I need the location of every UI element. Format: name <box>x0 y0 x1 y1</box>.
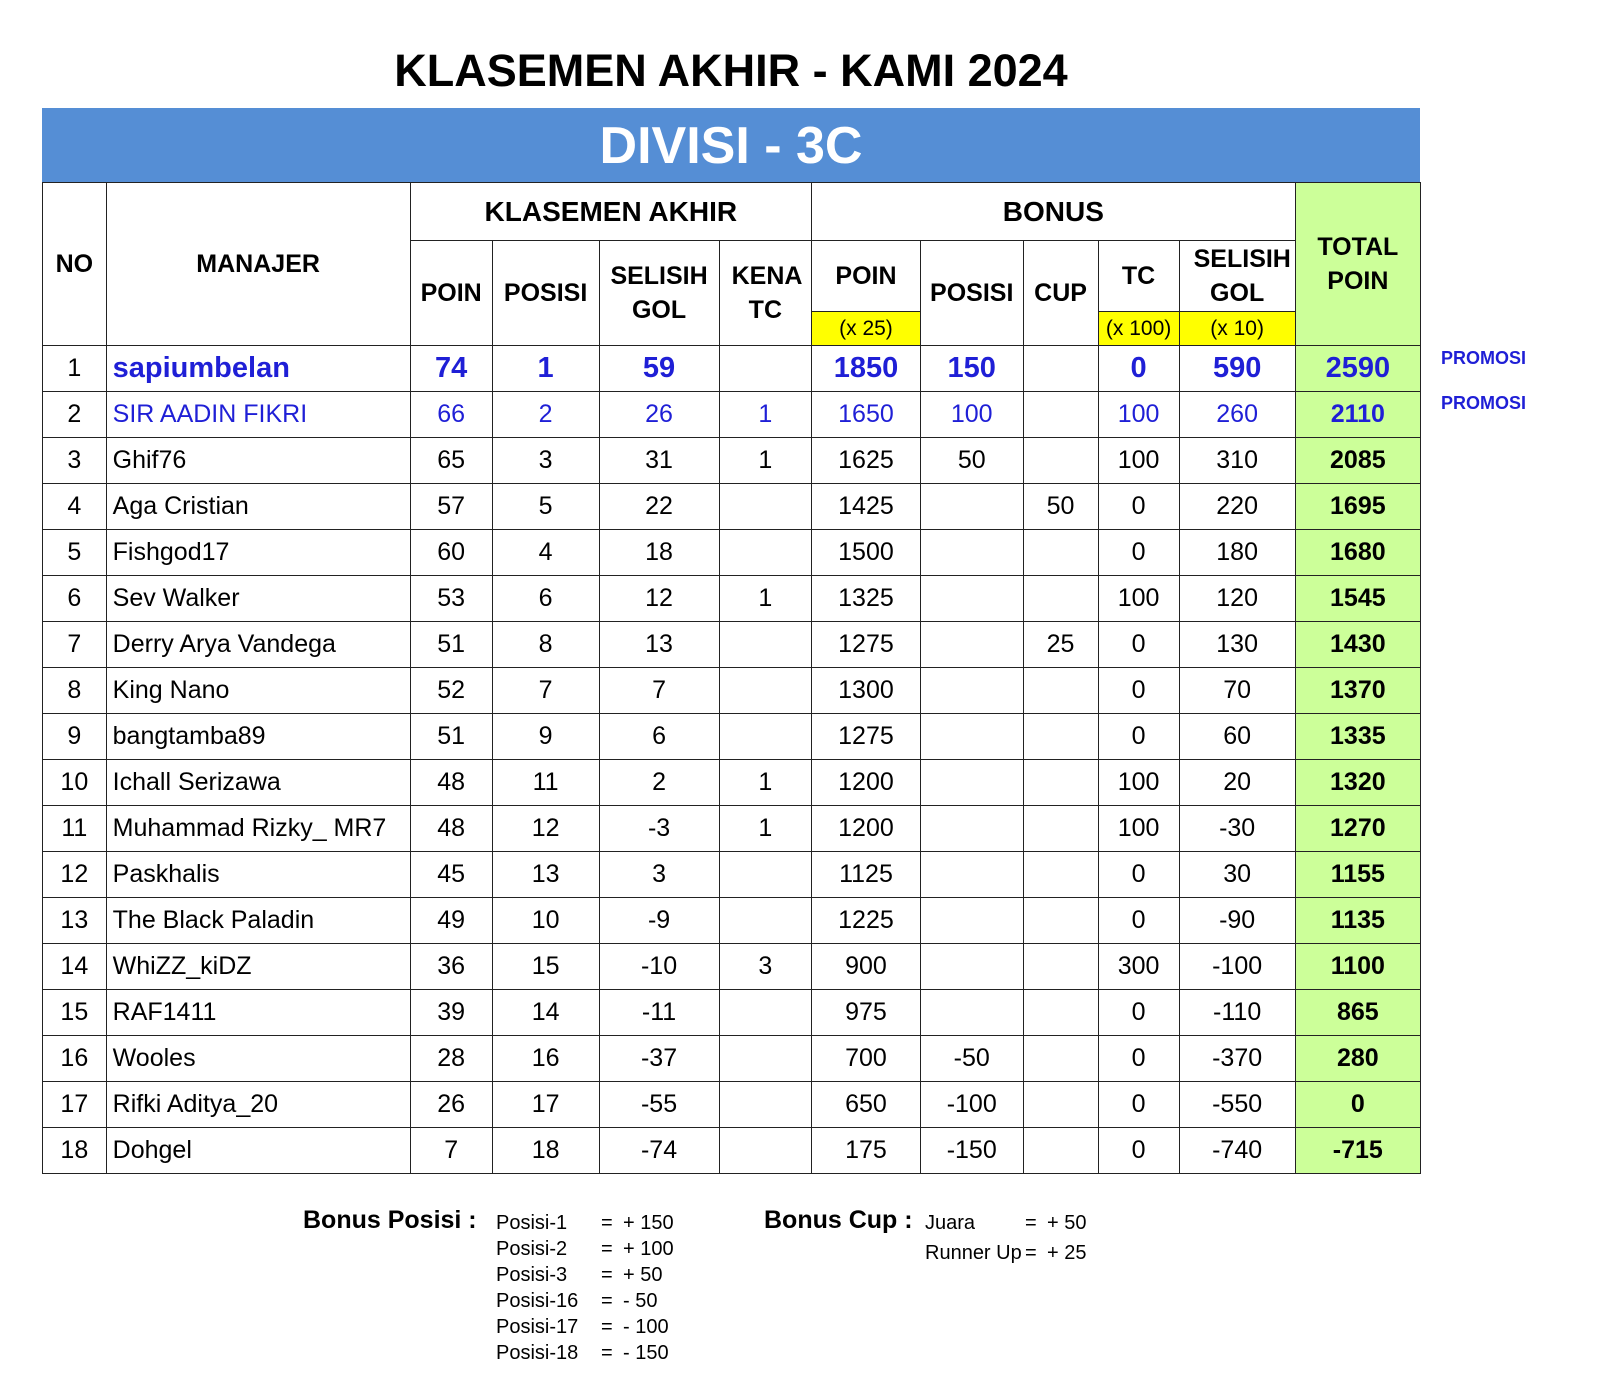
bonus-rule-value: + 50 <box>1047 1212 1087 1234</box>
cell-selisih-gol: 18 <box>599 530 719 576</box>
cell-bonus-poin: 900 <box>812 944 921 990</box>
cell-kena-tc: 1 <box>719 760 811 806</box>
bonus-rule-equals: = <box>601 1264 613 1286</box>
cell-no: 14 <box>43 944 107 990</box>
cell-bonus-posisi: 50 <box>920 438 1023 484</box>
header-total-poin: TOTAL POIN <box>1295 183 1420 346</box>
bonus-rule-label: Posisi-18 <box>496 1342 579 1364</box>
multiplier-poin: (x 25) <box>812 312 921 346</box>
cell-no: 16 <box>43 1036 107 1082</box>
cell-bonus-poin: 1850 <box>812 346 921 392</box>
cell-bonus-tc: 0 <box>1098 346 1179 392</box>
cell-manajer: Sev Walker <box>106 576 410 622</box>
table-row <box>43 806 1421 852</box>
cell-total-poin: 1155 <box>1295 852 1420 898</box>
cell-bonus-posisi <box>920 530 1023 576</box>
cell-bonus-cup <box>1023 944 1098 990</box>
table-row <box>43 346 1421 392</box>
cell-bonus-posisi <box>920 714 1023 760</box>
page-title: KLASEMEN AKHIR - KAMI 2024 <box>394 45 1068 96</box>
cell-selisih-gol: -9 <box>599 898 719 944</box>
cell-kena-tc: 1 <box>719 438 811 484</box>
table-row <box>43 944 1421 990</box>
cell-poin: 60 <box>410 530 492 576</box>
bonus-rule-value: + 100 <box>623 1238 674 1260</box>
table-row <box>43 668 1421 714</box>
cell-bonus-cup <box>1023 1036 1098 1082</box>
cell-manajer: Aga Cristian <box>106 484 410 530</box>
bonus-rule-equals: = <box>1025 1212 1037 1234</box>
bonus-rule-label: Posisi-3 <box>496 1264 568 1286</box>
cell-bonus-posisi: -100 <box>920 1082 1023 1128</box>
cell-bonus-tc: 0 <box>1098 898 1179 944</box>
cell-bonus-cup <box>1023 852 1098 898</box>
cell-poin: 51 <box>410 622 492 668</box>
bonus-rule <box>496 1262 674 1288</box>
cell-kena-tc <box>719 898 811 944</box>
table-row <box>43 898 1421 944</box>
bonus-rule-equals: = <box>601 1238 613 1260</box>
bonus-posisi-title: Bonus Posisi : <box>303 1206 477 1234</box>
cell-kena-tc: 1 <box>719 392 811 438</box>
cell-selisih-gol: 31 <box>599 438 719 484</box>
cell-kena-tc <box>719 622 811 668</box>
bonus-rule-label: Posisi-16 <box>496 1290 579 1312</box>
cell-no: 9 <box>43 714 107 760</box>
cell-manajer: Wooles <box>106 1036 410 1082</box>
table-row <box>43 576 1421 622</box>
cell-poin: 66 <box>410 392 492 438</box>
cell-bonus-poin: 1275 <box>812 714 921 760</box>
cell-bonus-posisi <box>920 944 1023 990</box>
cell-no: 3 <box>43 438 107 484</box>
cell-posisi: 16 <box>492 1036 599 1082</box>
cell-bonus-tc: 0 <box>1098 622 1179 668</box>
cell-total-poin: 1320 <box>1295 760 1420 806</box>
cell-bonus-posisi: 100 <box>920 392 1023 438</box>
cell-posisi: 6 <box>492 576 599 622</box>
bonus-rule-value: - 100 <box>623 1316 669 1338</box>
cell-bonus-tc: 300 <box>1098 944 1179 990</box>
cell-manajer: SIR AADIN FIKRI <box>106 392 410 438</box>
bonus-rule-label: Posisi-17 <box>496 1316 579 1338</box>
cell-bonus-selisih-gol: -30 <box>1179 806 1295 852</box>
cell-selisih-gol: -10 <box>599 944 719 990</box>
header-no: NO <box>43 183 107 346</box>
cell-selisih-gol: -55 <box>599 1082 719 1128</box>
cell-selisih-gol: 59 <box>599 346 719 392</box>
cell-bonus-selisih-gol: 30 <box>1179 852 1295 898</box>
cell-bonus-selisih-gol: -370 <box>1179 1036 1295 1082</box>
cell-manajer: Rifki Aditya_20 <box>106 1082 410 1128</box>
cell-manajer: Dohgel <box>106 1128 410 1174</box>
cell-total-poin: 1430 <box>1295 622 1420 668</box>
cell-selisih-gol: -3 <box>599 806 719 852</box>
table-row <box>43 990 1421 1036</box>
bonus-rule-label: Runner Up <box>925 1242 1022 1264</box>
cell-posisi: 14 <box>492 990 599 1036</box>
cell-manajer: Ichall Serizawa <box>106 760 410 806</box>
table-row <box>43 530 1421 576</box>
cell-kena-tc <box>719 990 811 1036</box>
cell-kena-tc: 3 <box>719 944 811 990</box>
cell-total-poin: 1270 <box>1295 806 1420 852</box>
header-bonus-cup: CUP <box>1023 241 1098 346</box>
cell-posisi: 9 <box>492 714 599 760</box>
cell-manajer: Fishgod17 <box>106 530 410 576</box>
cell-no: 18 <box>43 1128 107 1174</box>
standings-table <box>42 182 1421 1174</box>
cell-poin: 36 <box>410 944 492 990</box>
cell-bonus-poin: 650 <box>812 1082 921 1128</box>
cell-kena-tc: 1 <box>719 806 811 852</box>
cell-bonus-selisih-gol: 70 <box>1179 668 1295 714</box>
header-klasemen-akhir: KLASEMEN AKHIR <box>410 183 811 241</box>
table-row <box>43 1036 1421 1082</box>
cell-posisi: 3 <box>492 438 599 484</box>
cell-no: 5 <box>43 530 107 576</box>
bonus-rule-value: - 50 <box>623 1290 658 1312</box>
cell-bonus-posisi <box>920 898 1023 944</box>
cell-total-poin: 1695 <box>1295 484 1420 530</box>
cell-bonus-cup: 50 <box>1023 484 1098 530</box>
cell-selisih-gol: 7 <box>599 668 719 714</box>
cell-bonus-tc: 0 <box>1098 1036 1179 1082</box>
cell-no: 6 <box>43 576 107 622</box>
bonus-rule-label: Juara <box>925 1212 976 1234</box>
cell-bonus-posisi: 150 <box>920 346 1023 392</box>
header-posisi: POSISI <box>492 241 599 346</box>
cell-bonus-poin: 1650 <box>812 392 921 438</box>
cell-bonus-selisih-gol: -550 <box>1179 1082 1295 1128</box>
header-manajer: MANAJER <box>106 183 410 346</box>
cell-total-poin: 1335 <box>1295 714 1420 760</box>
cell-bonus-selisih-gol: -110 <box>1179 990 1295 1036</box>
cell-posisi: 12 <box>492 806 599 852</box>
cell-poin: 7 <box>410 1128 492 1174</box>
multiplier-selisih-gol: (x 10) <box>1179 312 1295 346</box>
header-kena-tc: KENA TC <box>719 241 811 346</box>
multiplier-tc: (x 100) <box>1098 312 1179 346</box>
cell-bonus-poin: 700 <box>812 1036 921 1082</box>
header-selisih-gol: SELISIH GOL <box>599 241 719 346</box>
cell-manajer: sapiumbelan <box>106 346 410 392</box>
cell-posisi: 17 <box>492 1082 599 1128</box>
cell-manajer: Paskhalis <box>106 852 410 898</box>
cell-selisih-gol: -37 <box>599 1036 719 1082</box>
cell-bonus-tc: 100 <box>1098 392 1179 438</box>
cell-bonus-selisih-gol: 310 <box>1179 438 1295 484</box>
cell-bonus-posisi <box>920 990 1023 1036</box>
cell-bonus-poin: 1200 <box>812 806 921 852</box>
cell-bonus-posisi <box>920 484 1023 530</box>
cell-bonus-poin: 1425 <box>812 484 921 530</box>
cell-bonus-poin: 1275 <box>812 622 921 668</box>
table-row <box>43 1128 1421 1174</box>
cell-bonus-selisih-gol: -90 <box>1179 898 1295 944</box>
cell-bonus-cup <box>1023 668 1098 714</box>
cell-bonus-poin: 975 <box>812 990 921 1036</box>
cell-bonus-tc: 0 <box>1098 990 1179 1036</box>
cell-manajer: WhiZZ_kiDZ <box>106 944 410 990</box>
cell-poin: 53 <box>410 576 492 622</box>
bonus-rule <box>496 1210 674 1236</box>
cell-total-poin: 280 <box>1295 1036 1420 1082</box>
cell-bonus-selisih-gol: 130 <box>1179 622 1295 668</box>
bonus-posisi-list <box>496 1210 674 1366</box>
bonus-rule-label: Posisi-1 <box>496 1212 568 1234</box>
cell-posisi: 18 <box>492 1128 599 1174</box>
cell-selisih-gol: 2 <box>599 760 719 806</box>
cell-poin: 48 <box>410 760 492 806</box>
bonus-rule <box>925 1210 1086 1240</box>
table-row <box>43 484 1421 530</box>
cell-poin: 48 <box>410 806 492 852</box>
bonus-rule <box>496 1236 674 1262</box>
cell-bonus-poin: 1625 <box>812 438 921 484</box>
cell-bonus-tc: 0 <box>1098 1082 1179 1128</box>
bonus-rule <box>496 1288 674 1314</box>
bonus-rule-equals: = <box>601 1342 613 1364</box>
cell-total-poin: -715 <box>1295 1128 1420 1174</box>
cell-bonus-selisih-gol: -740 <box>1179 1128 1295 1174</box>
cell-manajer: Ghif76 <box>106 438 410 484</box>
cell-bonus-selisih-gol: 220 <box>1179 484 1295 530</box>
cell-bonus-tc: 0 <box>1098 852 1179 898</box>
cell-kena-tc: 1 <box>719 576 811 622</box>
bonus-rule-value: + 150 <box>623 1212 674 1234</box>
cell-manajer: King Nano <box>106 668 410 714</box>
bonus-rule-label: Posisi-2 <box>496 1238 568 1260</box>
bonus-rule-equals: = <box>601 1212 613 1234</box>
promotion-label: PROMOSI <box>1441 348 1527 368</box>
cell-bonus-cup <box>1023 1082 1098 1128</box>
cell-total-poin: 0 <box>1295 1082 1420 1128</box>
cell-manajer: RAF1411 <box>106 990 410 1036</box>
cell-poin: 65 <box>410 438 492 484</box>
cell-poin: 49 <box>410 898 492 944</box>
cell-no: 7 <box>43 622 107 668</box>
cell-kena-tc <box>719 346 811 392</box>
cell-bonus-cup <box>1023 576 1098 622</box>
cell-posisi: 2 <box>492 392 599 438</box>
table-row <box>43 1082 1421 1128</box>
cell-bonus-selisih-gol: 60 <box>1179 714 1295 760</box>
table-row <box>43 852 1421 898</box>
cell-manajer: Derry Arya Vandega <box>106 622 410 668</box>
cell-bonus-cup <box>1023 530 1098 576</box>
cell-bonus-tc: 100 <box>1098 576 1179 622</box>
cell-bonus-cup <box>1023 714 1098 760</box>
cell-total-poin: 865 <box>1295 990 1420 1036</box>
cell-bonus-tc: 100 <box>1098 806 1179 852</box>
cell-no: 17 <box>43 1082 107 1128</box>
cell-no: 12 <box>43 852 107 898</box>
cell-poin: 39 <box>410 990 492 1036</box>
cell-kena-tc <box>719 484 811 530</box>
cell-bonus-selisih-gol: 20 <box>1179 760 1295 806</box>
bonus-rule <box>925 1240 1086 1270</box>
cell-bonus-tc: 0 <box>1098 484 1179 530</box>
cell-manajer: The Black Paladin <box>106 898 410 944</box>
cell-bonus-poin: 1200 <box>812 760 921 806</box>
cell-posisi: 1 <box>492 346 599 392</box>
bonus-rule <box>496 1314 674 1340</box>
bonus-cup-list <box>925 1210 1086 1270</box>
cell-posisi: 5 <box>492 484 599 530</box>
cell-kena-tc <box>719 852 811 898</box>
cell-poin: 28 <box>410 1036 492 1082</box>
cell-poin: 26 <box>410 1082 492 1128</box>
bonus-rule-equals: = <box>1025 1242 1037 1264</box>
cell-poin: 51 <box>410 714 492 760</box>
division-banner: DIVISI - 3C <box>42 108 1420 182</box>
promotion-label: PROMOSI <box>1441 393 1527 413</box>
cell-selisih-gol: 13 <box>599 622 719 668</box>
header-bonus-tc: TC <box>1098 241 1179 312</box>
cell-bonus-posisi <box>920 806 1023 852</box>
table-row <box>43 438 1421 484</box>
cell-no: 1 <box>43 346 107 392</box>
cell-bonus-cup <box>1023 898 1098 944</box>
cell-bonus-poin: 1300 <box>812 668 921 714</box>
cell-selisih-gol: 3 <box>599 852 719 898</box>
cell-posisi: 10 <box>492 898 599 944</box>
cell-bonus-selisih-gol: 120 <box>1179 576 1295 622</box>
cell-bonus-cup <box>1023 392 1098 438</box>
cell-no: 10 <box>43 760 107 806</box>
bonus-rule-equals: = <box>601 1316 613 1338</box>
cell-no: 11 <box>43 806 107 852</box>
bonus-rule-value: + 25 <box>1047 1242 1087 1264</box>
cell-posisi: 15 <box>492 944 599 990</box>
cell-bonus-tc: 100 <box>1098 438 1179 484</box>
cell-kena-tc <box>719 1082 811 1128</box>
cell-kena-tc <box>719 1036 811 1082</box>
cell-bonus-poin: 1225 <box>812 898 921 944</box>
cell-posisi: 13 <box>492 852 599 898</box>
header-bonus-posisi: POSISI <box>920 241 1023 346</box>
cell-bonus-cup <box>1023 1128 1098 1174</box>
cell-no: 2 <box>43 392 107 438</box>
table-row <box>43 760 1421 806</box>
header-poin: POIN <box>410 241 492 346</box>
cell-poin: 74 <box>410 346 492 392</box>
cell-bonus-tc: 0 <box>1098 1128 1179 1174</box>
bonus-rule-value: + 50 <box>623 1264 663 1286</box>
cell-total-poin: 1370 <box>1295 668 1420 714</box>
bonus-cup-title: Bonus Cup : <box>764 1206 913 1234</box>
cell-kena-tc <box>719 668 811 714</box>
cell-bonus-posisi <box>920 760 1023 806</box>
cell-total-poin: 2590 <box>1295 346 1420 392</box>
cell-poin: 57 <box>410 484 492 530</box>
cell-kena-tc <box>719 714 811 760</box>
cell-selisih-gol: 12 <box>599 576 719 622</box>
cell-bonus-selisih-gol: 590 <box>1179 346 1295 392</box>
cell-selisih-gol: 26 <box>599 392 719 438</box>
bonus-rule <box>496 1340 674 1366</box>
cell-poin: 45 <box>410 852 492 898</box>
cell-selisih-gol: -11 <box>599 990 719 1036</box>
cell-posisi: 4 <box>492 530 599 576</box>
bonus-rule-equals: = <box>601 1290 613 1312</box>
cell-selisih-gol: 6 <box>599 714 719 760</box>
cell-bonus-poin: 175 <box>812 1128 921 1174</box>
cell-bonus-posisi <box>920 668 1023 714</box>
cell-bonus-selisih-gol: -100 <box>1179 944 1295 990</box>
cell-bonus-cup <box>1023 346 1098 392</box>
cell-bonus-tc: 0 <box>1098 530 1179 576</box>
cell-kena-tc <box>719 1128 811 1174</box>
cell-bonus-posisi <box>920 576 1023 622</box>
cell-bonus-tc: 100 <box>1098 760 1179 806</box>
header-bonus: BONUS <box>812 183 1296 241</box>
cell-total-poin: 1545 <box>1295 576 1420 622</box>
cell-bonus-selisih-gol: 260 <box>1179 392 1295 438</box>
header-bonus-selisih-gol: SELISIH GOL <box>1179 241 1295 312</box>
cell-total-poin: 2110 <box>1295 392 1420 438</box>
table-row <box>43 714 1421 760</box>
cell-no: 13 <box>43 898 107 944</box>
cell-total-poin: 2085 <box>1295 438 1420 484</box>
cell-bonus-posisi: -50 <box>920 1036 1023 1082</box>
cell-manajer: bangtamba89 <box>106 714 410 760</box>
table-row <box>43 392 1421 438</box>
table-row <box>43 622 1421 668</box>
cell-bonus-cup <box>1023 990 1098 1036</box>
cell-bonus-poin: 1125 <box>812 852 921 898</box>
cell-bonus-tc: 0 <box>1098 668 1179 714</box>
cell-bonus-cup <box>1023 760 1098 806</box>
cell-bonus-posisi <box>920 622 1023 668</box>
cell-total-poin: 1100 <box>1295 944 1420 990</box>
cell-manajer: Muhammad Rizky_ MR7 <box>106 806 410 852</box>
header-bonus-poin: POIN <box>812 241 921 312</box>
bonus-rule-value: - 150 <box>623 1342 669 1364</box>
cell-no: 15 <box>43 990 107 1036</box>
cell-bonus-tc: 0 <box>1098 714 1179 760</box>
cell-no: 8 <box>43 668 107 714</box>
cell-bonus-cup <box>1023 806 1098 852</box>
cell-kena-tc <box>719 530 811 576</box>
cell-bonus-posisi: -150 <box>920 1128 1023 1174</box>
cell-posisi: 7 <box>492 668 599 714</box>
cell-total-poin: 1135 <box>1295 898 1420 944</box>
cell-poin: 52 <box>410 668 492 714</box>
cell-selisih-gol: 22 <box>599 484 719 530</box>
cell-bonus-selisih-gol: 180 <box>1179 530 1295 576</box>
cell-bonus-cup <box>1023 438 1098 484</box>
cell-bonus-poin: 1500 <box>812 530 921 576</box>
cell-selisih-gol: -74 <box>599 1128 719 1174</box>
cell-bonus-cup: 25 <box>1023 622 1098 668</box>
cell-bonus-poin: 1325 <box>812 576 921 622</box>
cell-posisi: 11 <box>492 760 599 806</box>
cell-total-poin: 1680 <box>1295 530 1420 576</box>
cell-bonus-posisi <box>920 852 1023 898</box>
cell-posisi: 8 <box>492 622 599 668</box>
cell-no: 4 <box>43 484 107 530</box>
